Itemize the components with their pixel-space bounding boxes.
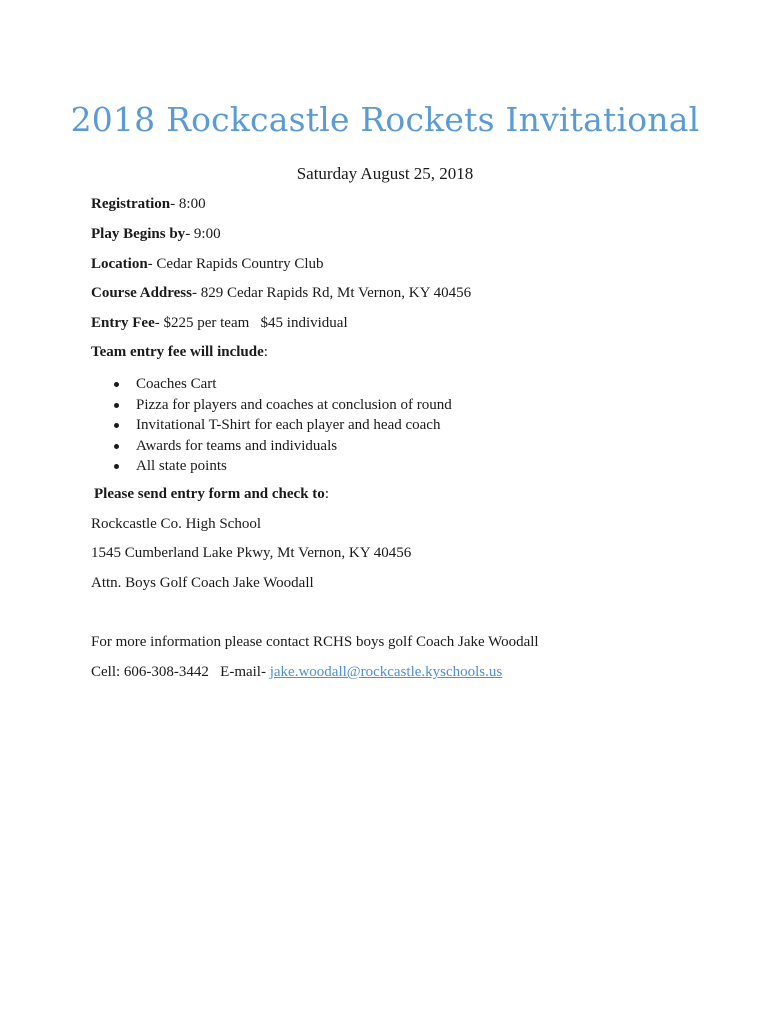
includes-list	[91, 374, 452, 477]
bullet-icon	[114, 444, 119, 449]
send-to-colon: :	[324, 486, 329, 502]
registration-line	[91, 196, 206, 213]
includes-heading	[91, 344, 268, 361]
attention-line: Attn. Boys Golf Coach Jake Woodall	[91, 575, 314, 591]
registration-label: Registration	[91, 196, 171, 212]
play-begins-line	[91, 226, 221, 243]
send-to-heading	[94, 486, 329, 503]
list-item-text: Awards for teams and individuals	[136, 437, 338, 454]
list-item-text: Coaches Cart	[136, 376, 217, 392]
list-item	[91, 395, 452, 416]
includes-label: Team entry fee will include	[91, 344, 264, 360]
list-item-text: All state points	[136, 458, 227, 474]
location-label: Location	[91, 256, 148, 272]
school-address: 1545 Cumberland Lake Pkwy, Mt Vernon, KY 40456	[91, 545, 412, 561]
course-address-line	[91, 285, 471, 302]
contact-info: For more information please contact RCHS boys golf Coach Jake Woodall	[91, 634, 539, 650]
bullet-icon	[114, 382, 119, 387]
course-address-value: - 829 Cedar Rapids Rd, Mt Vernon, KY 40456	[192, 285, 472, 301]
list-item-text: Invitational T-Shirt for each player and head coach	[136, 417, 441, 433]
course-address-label: Course Address	[91, 285, 192, 301]
location-line	[91, 256, 324, 273]
entry-fee-line	[91, 315, 348, 332]
registration-value: - 8:00	[170, 196, 206, 212]
includes-colon: :	[263, 344, 268, 360]
bullet-icon	[114, 403, 119, 408]
list-item	[91, 374, 452, 395]
send-to-label: Please send entry form and check to	[94, 486, 325, 502]
bullet-icon	[114, 423, 119, 428]
entry-fee-label: Entry Fee	[91, 315, 155, 331]
location-value: - Cedar Rapids Country Club	[147, 256, 324, 272]
play-begins-label: Play Begins by	[91, 226, 186, 242]
play-begins-value: - 9:00	[185, 226, 221, 242]
email-link[interactable]: jake.woodall@rockcastle.kyschools.us	[269, 664, 503, 680]
bullet-icon	[114, 464, 119, 469]
event-date: Saturday August 25, 2018	[296, 164, 474, 183]
page-title: 2018 Rockcastle Rockets Invitational	[70, 100, 700, 139]
cell-phone-text: Cell: 606-308-3442 E-mail-	[91, 664, 270, 680]
entry-fee-value: - $225 per team $45 individual	[154, 315, 348, 331]
school-name: Rockcastle Co. High School	[91, 516, 261, 532]
list-item-text: Pizza for players and coaches at conclusion of round	[136, 396, 452, 413]
contact-line	[91, 664, 502, 681]
list-item	[91, 456, 452, 477]
list-item	[91, 436, 452, 457]
list-item	[91, 415, 452, 436]
